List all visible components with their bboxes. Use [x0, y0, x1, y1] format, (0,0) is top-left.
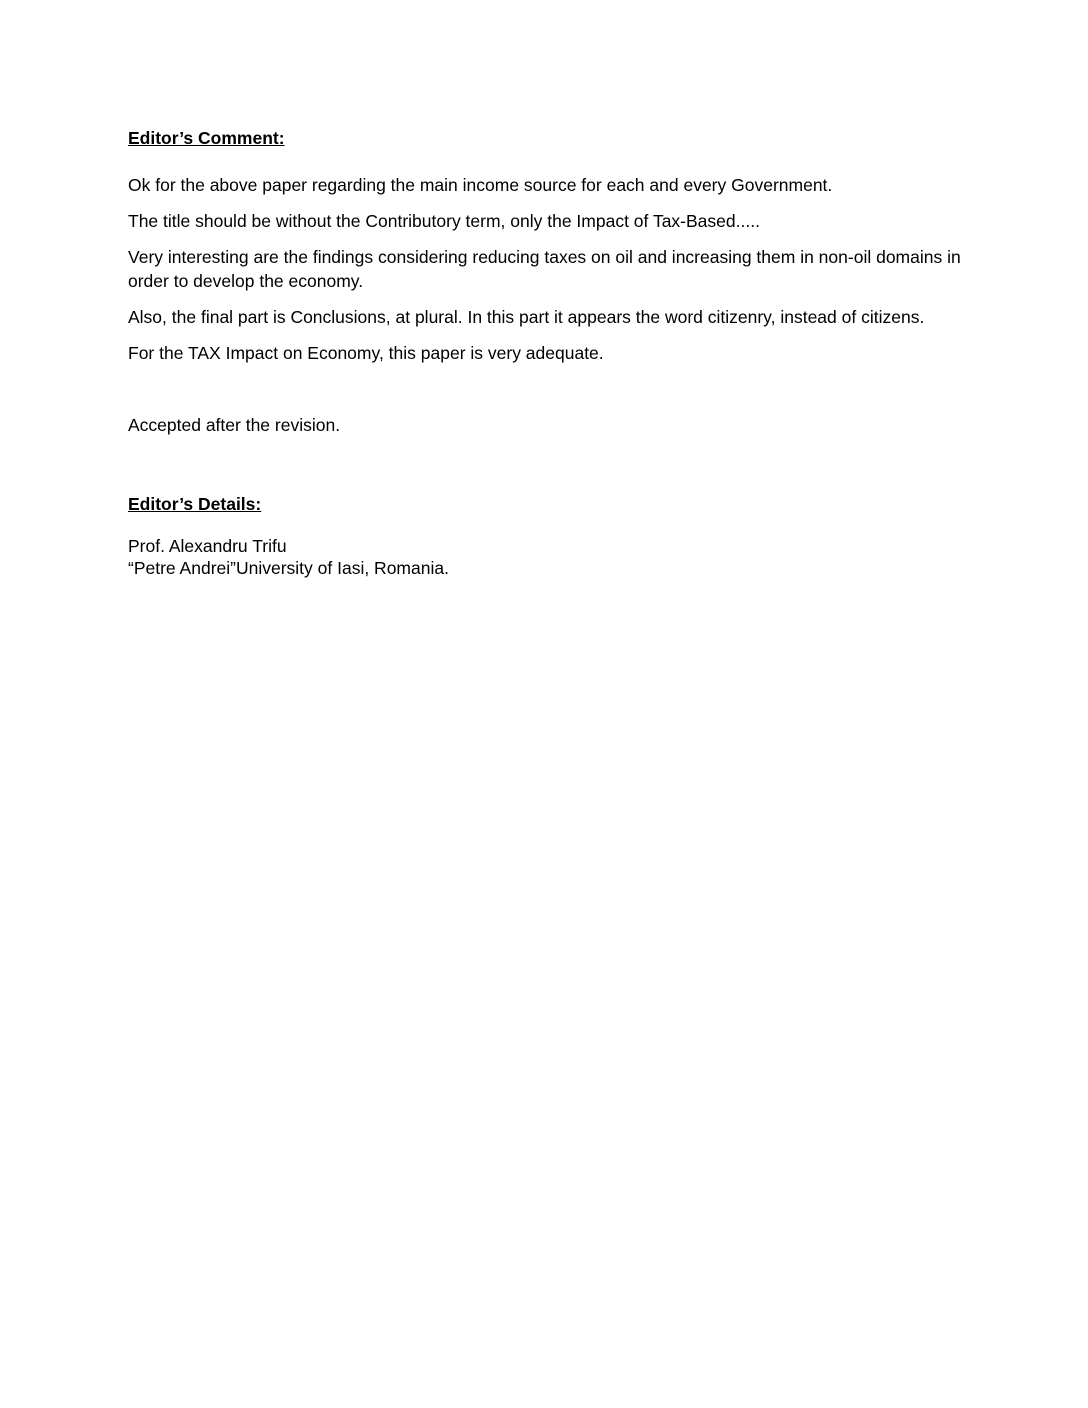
editor-details-heading: Editor’s Details: — [128, 494, 262, 514]
comment-paragraph: For the TAX Impact on Economy, this paper is very adequate. — [128, 343, 604, 363]
comment-paragraph: Ok for the above paper regarding the main income source for each and every Government. — [128, 175, 833, 195]
editor-comment-body — [128, 173, 968, 365]
acceptance-decision: Accepted after the revision. — [128, 415, 341, 435]
comment-paragraph: Also, the final part is Conclusions, at plural. In this part it appears the word citizenry, instead of citizens. — [128, 307, 925, 327]
document-content — [128, 127, 968, 579]
editor-details — [128, 535, 968, 579]
editor-affiliation: “Petre Andrei”University of Iasi, Romania. — [128, 558, 449, 578]
comment-paragraph: Very interesting are the findings considering reducing taxes on oil and increasing them in non-oil domains in order to develop the economy. — [128, 247, 961, 291]
editor-name: Prof. Alexandru Trifu — [128, 536, 287, 556]
comment-paragraph: The title should be without the Contributory term, only the Impact of Tax-Based..... — [128, 211, 760, 231]
editor-comment-heading: Editor’s Comment: — [128, 128, 285, 148]
